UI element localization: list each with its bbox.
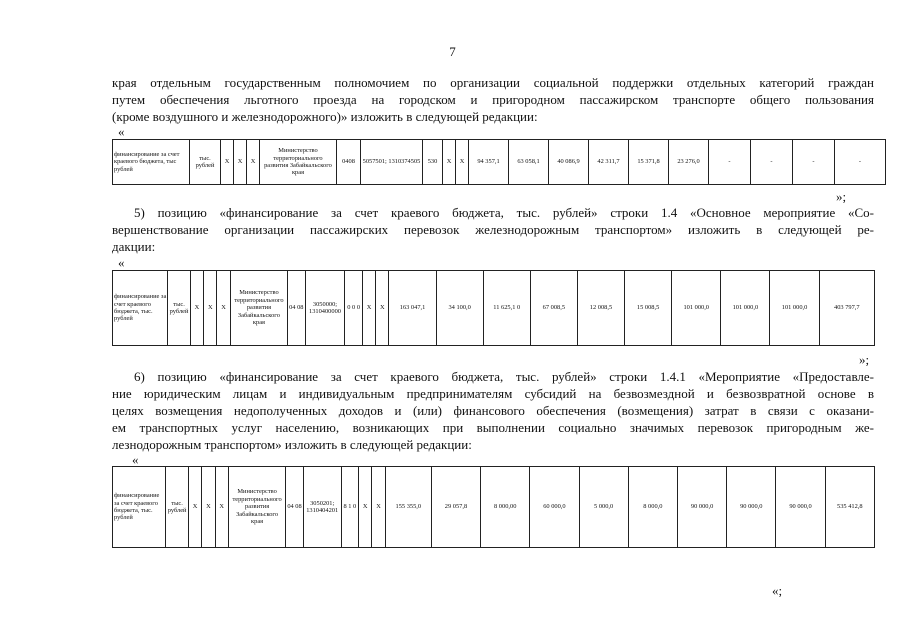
- table-cell: финансирование за счет краевого бюджета, тыс. рублей: [113, 271, 168, 346]
- text-line: 6) позицию «финансирование за счет краевого бюджета, тыс. рублей» строки 1.4.1 «Мероприятие «Предоставле-: [134, 369, 874, 384]
- table-cell: 163 047,1: [389, 271, 436, 346]
- table-row: [113, 467, 875, 548]
- table-cell: -: [793, 140, 835, 185]
- table-cell: X: [376, 271, 389, 346]
- table-cell: 155 355,0: [385, 467, 431, 548]
- table-cell: 12 008,5: [577, 271, 624, 346]
- table-cell: X: [221, 140, 234, 185]
- table-cell: Министерство территориального развития Забайкальского края: [228, 467, 285, 548]
- table-cell: X: [217, 271, 230, 346]
- text-line: дакции:: [112, 239, 156, 254]
- table-cell: X: [215, 467, 228, 548]
- text-line: целях возмещения недополученных доходов и (или) финансового обеспечения (возмещения) затрат в связи с оказани-: [112, 403, 874, 418]
- opening-quote: «: [118, 124, 125, 139]
- table-cell: 101 000,0: [770, 271, 819, 346]
- table-cell: X: [359, 467, 372, 548]
- table-cell: -: [835, 140, 886, 185]
- budget-table-row-2: [112, 270, 875, 346]
- table-cell: 94 357,1: [469, 140, 509, 185]
- table-cell: 67 008,5: [530, 271, 577, 346]
- table-row: [113, 140, 886, 185]
- table-cell: финансирование за счет краевого бюджета, тыс. рублей: [113, 467, 166, 548]
- paragraph-item-5: [112, 204, 874, 255]
- table-cell: 34 100,0: [436, 271, 483, 346]
- table-cell: 15 371,8: [629, 140, 669, 185]
- paragraph-item-6: [112, 368, 874, 453]
- text-line: ние юридическим лицам и индивидуальным предпринимателям субсидий на безвозмездной и безвозвратной основе в: [112, 386, 874, 401]
- table-cell: 8 000,00: [481, 467, 530, 548]
- table-cell: 23 276,0: [669, 140, 709, 185]
- text-line: ем транспортных услуг населению, возникающих при выполнении социально значимых перевозок пригородным же-: [112, 420, 874, 435]
- table-cell: X: [234, 140, 247, 185]
- table-cell: X: [362, 271, 375, 346]
- table-cell: 101 000,0: [721, 271, 770, 346]
- table-row: [113, 271, 875, 346]
- table-cell: тыс. рублей: [166, 467, 189, 548]
- table-cell: 04 08: [288, 271, 305, 346]
- table-cell: X: [204, 271, 217, 346]
- table-cell: 8 000,0: [628, 467, 677, 548]
- table-cell: 403 797,7: [819, 271, 874, 346]
- closing-quote: «;: [772, 583, 783, 598]
- table-cell: 3050000; 1310400000: [305, 271, 345, 346]
- table-cell: 5 000,0: [579, 467, 628, 548]
- table-cell: Министерство территориального развития Забайкальского края: [230, 271, 287, 346]
- table-cell: 0 0 0: [345, 271, 362, 346]
- table-cell: тыс. рублей: [190, 140, 221, 185]
- opening-quote: «: [132, 452, 139, 467]
- table-cell: 63 058,1: [509, 140, 549, 185]
- table-cell: -: [751, 140, 793, 185]
- table-cell: 90 000,0: [776, 467, 825, 548]
- table-cell: 42 311,7: [589, 140, 629, 185]
- table-cell: Министерство территориального развития Забайкальского края: [260, 140, 337, 185]
- opening-quote: «: [118, 255, 125, 270]
- table-cell: X: [188, 467, 201, 548]
- table-cell: 15 008,5: [625, 271, 672, 346]
- table-cell: 90 000,0: [677, 467, 726, 548]
- table-cell: X: [247, 140, 260, 185]
- text-line: лезнодорожным транспортом» изложить в следующей редакции:: [112, 437, 472, 452]
- text-line: вершенствование организации пассажирских перевозок железнодорожным транспортом» изложить в следующей ре-: [112, 222, 874, 237]
- budget-table-row-1: [112, 139, 886, 185]
- table-cell: 0408: [337, 140, 361, 185]
- table-cell: X: [202, 467, 215, 548]
- table-cell: 40 086,9: [549, 140, 589, 185]
- table-cell: 5057501; 1310374505: [361, 140, 423, 185]
- table-cell: X: [190, 271, 203, 346]
- table-cell: 3050201; 1310404201: [303, 467, 341, 548]
- budget-table-row-3: [112, 466, 875, 548]
- closing-quote: »;: [859, 352, 870, 367]
- table-cell: 8 1 0: [341, 467, 358, 548]
- table-cell: 11 625,1 0: [483, 271, 530, 346]
- table-cell: X: [443, 140, 456, 185]
- paragraph-intro: [112, 74, 874, 125]
- table-cell: -: [709, 140, 751, 185]
- table-cell: 90 000,0: [727, 467, 776, 548]
- table-cell: 101 000,0: [672, 271, 721, 346]
- text-line: 5) позицию «финансирование за счет краевого бюджета, тыс. рублей» строки 1.4 «Основное мероприятие «Со-: [134, 205, 874, 220]
- table-cell: X: [456, 140, 469, 185]
- table-cell: тыс. рублей: [168, 271, 191, 346]
- text-line: края отдельным государственным полномочием по организации социальной поддержки отдельных категорий граждан: [112, 75, 874, 90]
- table-cell: X: [372, 467, 385, 548]
- table-cell: 530: [423, 140, 443, 185]
- table-cell: 29 057,8: [431, 467, 480, 548]
- table-cell: 60 000,0: [530, 467, 579, 548]
- table-cell: 535 412,8: [825, 467, 874, 548]
- text-line: путем обеспечения льготного проезда на городском и пригородном пассажирском транспорте общего пользования: [112, 92, 874, 107]
- closing-quote: »;: [836, 189, 847, 204]
- table-cell: финансирование за счет краевого бюджета, тыс рублей: [113, 140, 190, 185]
- table-cell: 04 08: [286, 467, 303, 548]
- page-number: 7: [449, 44, 456, 59]
- text-line: (кроме воздушного и железнодорожного)» изложить в следующей редакции:: [112, 109, 538, 124]
